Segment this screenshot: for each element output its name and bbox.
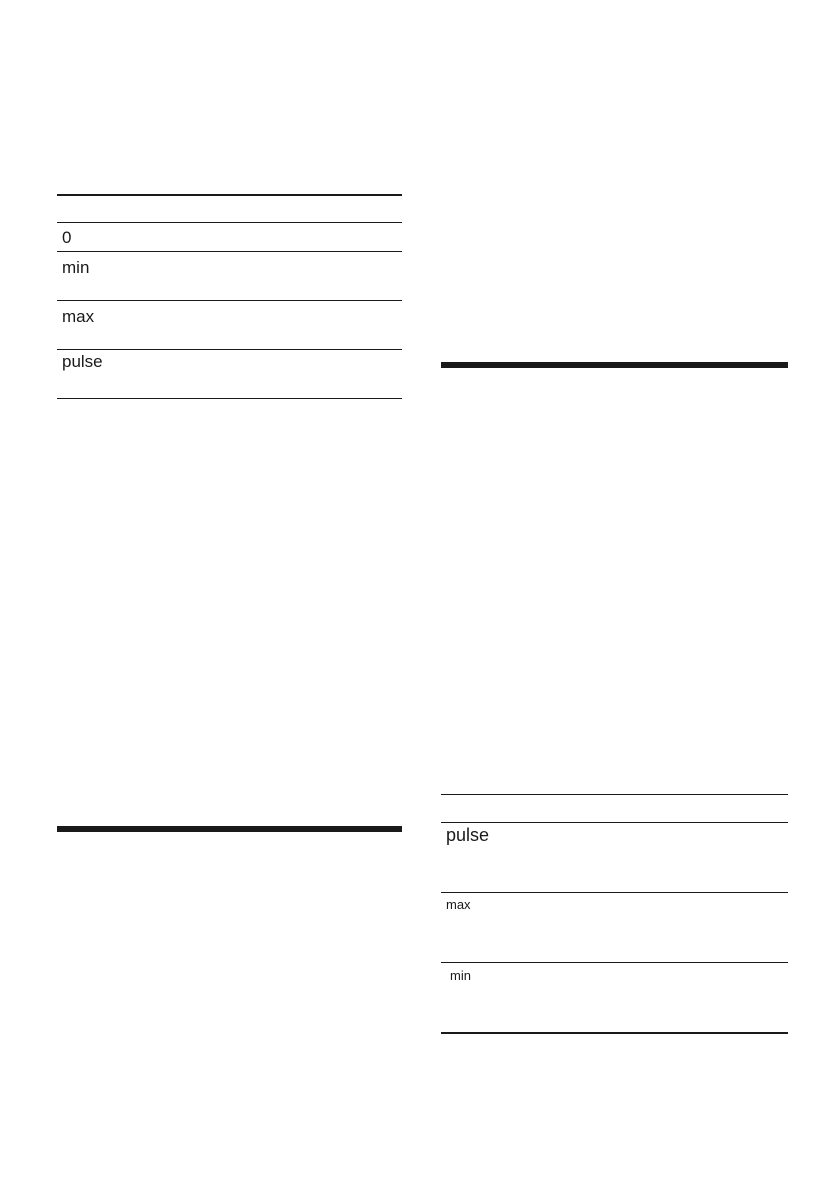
- table-top-rule: [57, 194, 402, 196]
- table-row-divider: [57, 300, 402, 301]
- table-top-rule: [441, 794, 788, 795]
- section-heading-rule-right: [441, 362, 788, 368]
- table-bottom-rule: [441, 1032, 788, 1034]
- table-cell-min: min: [62, 258, 90, 277]
- table-header-rule: [57, 222, 402, 223]
- table-cell-pulse: pulse: [446, 825, 490, 845]
- table-bottom-rule: [57, 398, 402, 399]
- table-cell-min: min: [450, 968, 471, 983]
- table-cell-pulse: pulse: [62, 352, 103, 371]
- table-cell-max: max: [62, 307, 95, 326]
- table-row-divider: [57, 349, 402, 350]
- table-cell-0: 0: [62, 228, 72, 247]
- section-heading-rule-left: [57, 826, 402, 832]
- table-row-divider: [441, 962, 788, 963]
- table-row-divider: [57, 251, 402, 252]
- table-header-rule: [441, 822, 788, 823]
- table-row-divider: [441, 892, 788, 893]
- table-cell-max: max: [446, 897, 471, 912]
